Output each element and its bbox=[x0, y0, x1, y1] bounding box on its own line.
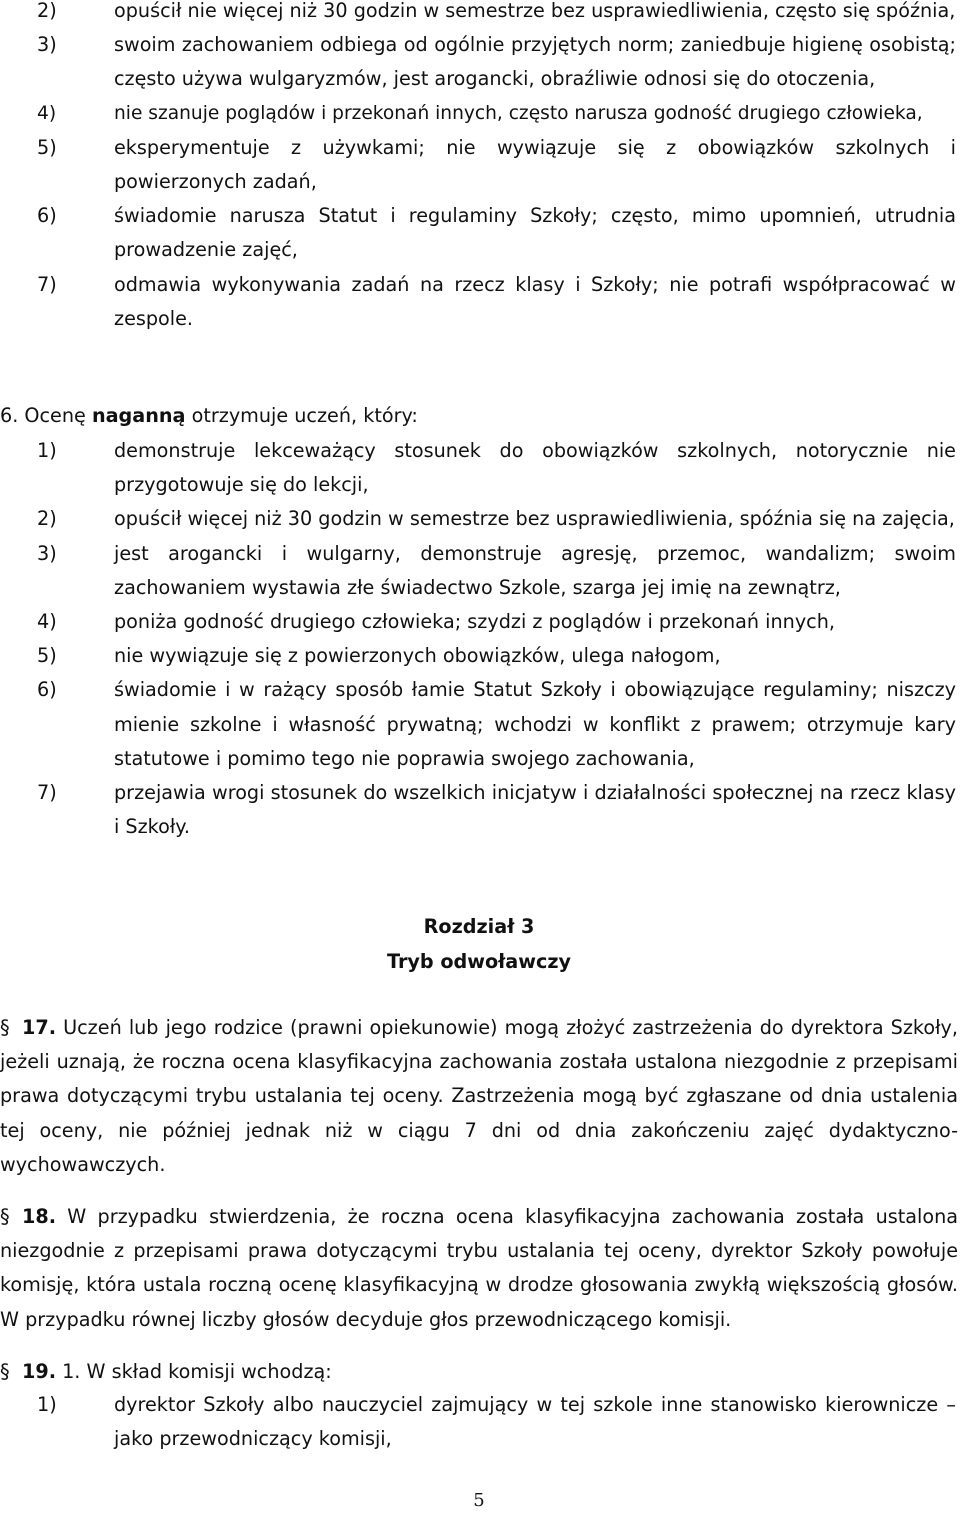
paragraph-number: 19. bbox=[22, 1360, 56, 1383]
paragraph-18 bbox=[0, 1200, 958, 1337]
list-item-number: 3) bbox=[37, 541, 57, 565]
list-item bbox=[37, 199, 958, 267]
list-item-number: 4) bbox=[37, 610, 57, 634]
list-item-number: 1) bbox=[37, 1393, 57, 1416]
chapter-title: Tryb odwoławczy bbox=[386, 950, 572, 973]
list-item-text: opuścił nie więcej niż 30 godzin w semestrze bez usprawiedliwienia, często się spóźnia, bbox=[114, 0, 956, 22]
list-item-text: nie wywiązuje się z powierzonych obowiązków, ulega nałogom, bbox=[114, 644, 721, 668]
section-sign: § bbox=[0, 1016, 10, 1039]
list-item-text: demonstruje lekceważący stosunek do obowiązków szkolnych, notorycznie nie przygotowuje się do lekcji, bbox=[114, 439, 956, 497]
list-item bbox=[37, 268, 958, 336]
list-item-number: 7) bbox=[37, 272, 57, 296]
list-item-text: przejawia wrogi stosunek do wszelkich inicjatyw i działalności społecznej na rzecz klasy i Szkoły. bbox=[114, 781, 956, 839]
chapter-number: Rozdział 3 bbox=[423, 915, 535, 938]
list-item-number: 2) bbox=[37, 507, 57, 531]
paragraph-17 bbox=[0, 1011, 958, 1182]
list-item-text: eksperymentuje z używkami; nie wywiązuje się z obowiązków szkolnych i powierzonych zadań, bbox=[114, 135, 956, 194]
paragraph-19 bbox=[0, 1355, 958, 1389]
grade-heading bbox=[0, 399, 958, 433]
grade-criteria-list bbox=[37, 434, 958, 844]
paragraph-text: W przypadku stwierdzenia, że roczna ocena klasyfikacyjna zachowania została ustalona niezgodnie z przepisami prawa dotyczącymi trybu ustalania tej oceny, dyrektor Szkoły powołuje komisję, która ustala roczną ocenę klasyfikacyjną w drodze głosowania zwykłą większością głosów. W przypadku równej liczby głosów decyduje głos przewodniczącego komisji. bbox=[0, 1205, 958, 1331]
page-number: 5 bbox=[473, 1490, 485, 1511]
previous-grade-criteria-list bbox=[37, 0, 958, 336]
list-item bbox=[37, 537, 958, 605]
list-item-number: 6) bbox=[37, 204, 57, 228]
list-item-text: opuścił więcej niż 30 godzin w semestrze bez usprawiedliwienia, spóźnia się na zajęcia, bbox=[114, 507, 955, 531]
list-item bbox=[37, 131, 958, 199]
list-item-text: jest arogancki i wulgarny, demonstruje agresję, przemoc, wandalizm; swoim zachowaniem wystawia złe świadectwo Szkole, szarga jej imię na zewnątrz, bbox=[114, 541, 956, 599]
list-item-text: swoim zachowaniem odbiega od ogólnie przyjętych norm; zaniedbuje higienę osobistą; często używa wulgaryzmów, jest arogancki, obraźliwie odnosi się do otoczenia, bbox=[114, 33, 956, 91]
grade-heading-prefix: 6. Ocenę bbox=[0, 404, 92, 427]
chapter-heading bbox=[0, 909, 958, 979]
list-item bbox=[37, 97, 958, 131]
list-item-text: nie szanuje poglądów i przekonań innych, często narusza godność drugiego człowieka, bbox=[114, 102, 923, 124]
list-item-number: 5) bbox=[37, 644, 57, 668]
list-item-number: 7) bbox=[37, 781, 57, 805]
list-item-number: 5) bbox=[37, 135, 57, 159]
list-item bbox=[37, 639, 958, 673]
list-item bbox=[37, 605, 958, 639]
list-item-text: odmawia wykonywania zadań na rzecz klasy i Szkoły; nie potrafi współpracować w zespole. bbox=[114, 272, 956, 330]
list-item-number: 6) bbox=[37, 678, 57, 702]
list-item-text: świadomie i w rażący sposób łamie Statut Szkoły i obowiązujące regulaminy; niszczy mienie szkolne i własność prywatną; wchodzi w konflikt z prawem; otrzymuje kary statutowe i pomimo tego nie poprawia swojego zachowania, bbox=[114, 678, 956, 770]
list-item-number: 2) bbox=[37, 0, 57, 22]
grade-name: naganną bbox=[91, 404, 186, 427]
paragraph-number: 17. bbox=[22, 1016, 56, 1039]
list-item-number: 4) bbox=[37, 102, 57, 124]
list-item bbox=[37, 28, 958, 96]
list-item-number: 3) bbox=[37, 33, 57, 57]
section-sign: § bbox=[0, 1360, 10, 1383]
list-item bbox=[37, 1388, 958, 1456]
list-item bbox=[37, 776, 958, 844]
paragraph-text: Uczeń lub jego rodzice (prawni opiekunowie) mogą złożyć zastrzeżenia do dyrektora Szkoły, jeżeli uznają, że roczna ocena klasyfikacyjna zachowania została ustalona niezgodnie z przepisami prawa dotyczącymi trybu ustalania tej oceny. Zastrzeżenia mogą być zgłaszane od dnia ustalenia tej oceny, nie później jednak niż w ciągu 7 dni od dnia zakończeniu zajęć dydaktyczno-wychowawczych. bbox=[0, 1016, 958, 1176]
commission-members-list bbox=[37, 1388, 958, 1456]
list-item bbox=[37, 673, 958, 776]
list-item bbox=[37, 434, 958, 502]
paragraph-text: 1. W skład komisji wchodzą: bbox=[56, 1360, 332, 1383]
list-item-text: poniża godność drugiego człowieka; szydzi z poglądów i przekonań innych, bbox=[114, 610, 835, 634]
grade-heading-suffix: otrzymuje uczeń, który: bbox=[185, 404, 418, 427]
list-item-text: dyrektor Szkoły albo nauczyciel zajmujący w tej szkole inne stanowisko kierownicze – jako przewodniczący komisji, bbox=[114, 1393, 956, 1451]
paragraph-number: 18. bbox=[22, 1205, 56, 1228]
list-item bbox=[37, 502, 958, 536]
section-sign: § bbox=[0, 1205, 10, 1228]
list-item bbox=[37, 0, 958, 28]
list-item-number: 1) bbox=[37, 439, 57, 462]
list-item-text: świadomie narusza Statut i regulaminy Szkoły; często, mimo upomnień, utrudnia prowadzenie zajęć, bbox=[114, 204, 956, 262]
